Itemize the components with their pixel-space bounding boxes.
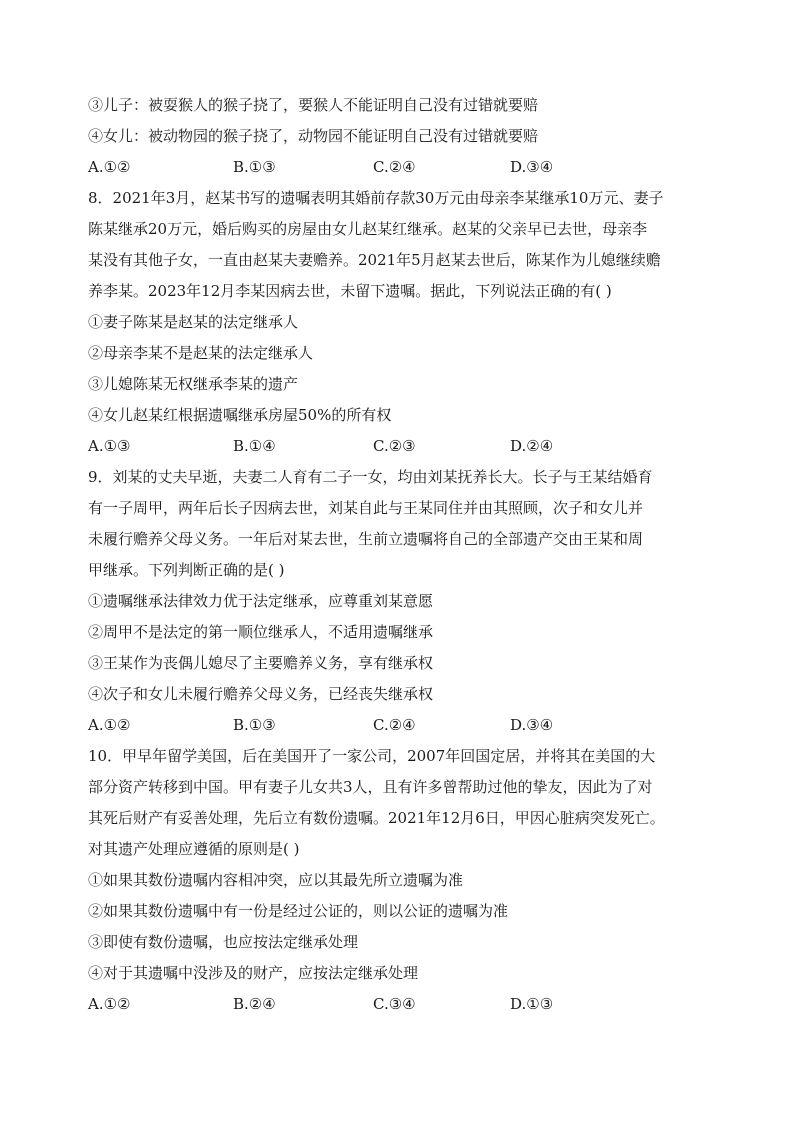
q10-option-b: B.②④ — [233, 995, 276, 1013]
q9-stem-line: 有一子周甲，两年后长子因病去世，刘某自此与王某同住并由其照顾，次子和女儿并 — [88, 499, 644, 517]
q10-stem-line: 其死后财产有妥善处理，先后立有数份遗嘱。2021年12月6日，甲因心脏病突发死亡。 — [88, 809, 665, 827]
q8-stem-line: 养李某。2023年12月李某因病去世，未留下遗嘱。据此，下列说法正确的有( ) — [88, 282, 612, 300]
q10-stem-line: 部分资产转移到中国。甲有妻子儿女共3人，且有许多曾帮助过他的挚友，因此为了对 — [88, 778, 653, 796]
q7-option-b: B.①③ — [233, 158, 276, 176]
q10-item-3: ③即使有数份遗嘱，也应按法定继承处理 — [88, 933, 359, 951]
q8-item-4: ④女儿赵某红根据遗嘱继承房屋50%的所有权 — [88, 406, 392, 424]
q9-stem-line: 9．刘某的丈夫早逝，夫妻二人育有二子一女，均由刘某抚养长大。长子与王某结婚育 — [88, 468, 653, 486]
q9-stem-line: 甲继承。下列判断正确的是( ) — [88, 561, 285, 579]
q9-option-c: C.②④ — [373, 716, 416, 734]
q8-options — [88, 431, 718, 462]
exam-page — [88, 90, 718, 1020]
q7-item-4: ④女儿：被动物园的猴子挠了，动物园不能证明自己没有过错就要赔 — [88, 127, 539, 145]
q10-option-a: A.①② — [88, 995, 131, 1013]
q10-stem-line: 10．甲早年留学美国，后在美国开了一家公司，2007年回国定居，并将其在美国的大 — [88, 747, 656, 765]
q9-item-1: ①遗嘱继承法律效力优于法定继承，应尊重刘某意愿 — [88, 592, 434, 610]
q9-item-2: ②周甲不是法定的第一顺位继承人，不适用遗嘱继承 — [88, 623, 434, 641]
q8-option-c: C.②③ — [373, 437, 416, 455]
q8-option-b: B.①④ — [233, 437, 276, 455]
q8-item-2: ②母亲李某不是赵某的法定继承人 — [88, 344, 314, 362]
q10-option-c: C.③④ — [373, 995, 416, 1013]
q10-options — [88, 989, 718, 1020]
q9-item-3: ③王某作为丧偶儿媳尽了主要赡养义务，享有继承权 — [88, 654, 434, 672]
q10-item-4: ④对于其遗嘱中没涉及的财产，应按法定继承处理 — [88, 964, 419, 982]
q10-item-1: ①如果其数份遗嘱内容相冲突，应以其最先所立遗嘱为准 — [88, 871, 464, 889]
q8-item-1: ①妻子陈某是赵某的法定继承人 — [88, 313, 299, 331]
q8-stem-line: 陈某继承20万元，婚后购买的房屋由女儿赵某红继承。赵某的父亲早已去世，母亲李 — [88, 220, 648, 238]
q7-option-a: A.①② — [88, 158, 131, 176]
q9-option-d: D.③④ — [510, 716, 554, 734]
q9-option-a: A.①② — [88, 716, 131, 734]
q9-option-b: B.①③ — [233, 716, 276, 734]
q8-stem-line: 8．2021年3月，赵某书写的遗嘱表明其婚前存款30万元由母亲李某继承10万元、妻子 — [88, 189, 664, 207]
q8-option-a: A.①③ — [88, 437, 131, 455]
q7-options — [88, 152, 718, 183]
q9-options — [88, 710, 718, 741]
q8-stem-line: 某没有其他子女，一直由赵某夫妻赡养。2021年5月赵某去世后，陈某作为儿媳继续赡 — [88, 251, 661, 269]
q7-item-3: ③儿子：被耍猴人的猴子挠了，要猴人不能证明自己没有过错就要赔 — [88, 96, 539, 114]
q8-item-3: ③儿媳陈某无权继承李某的遗产 — [88, 375, 299, 393]
q8-option-d: D.②④ — [510, 437, 554, 455]
q10-item-2: ②如果其数份遗嘱中有一份是经过公证的，则以公证的遗嘱为准 — [88, 902, 509, 920]
q7-option-d: D.③④ — [510, 158, 554, 176]
q9-item-4: ④次子和女儿未履行赡养父母义务，已经丧失继承权 — [88, 685, 434, 703]
q10-option-d: D.①③ — [510, 995, 554, 1013]
q10-stem-line: 对其遗产处理应遵循的原则是( ) — [88, 840, 300, 858]
q9-stem-line: 未履行赡养父母义务。一年后对某去世，生前立遗嘱将自己的全部遗产交由王某和周 — [88, 530, 644, 548]
q7-option-c: C.②④ — [373, 158, 416, 176]
